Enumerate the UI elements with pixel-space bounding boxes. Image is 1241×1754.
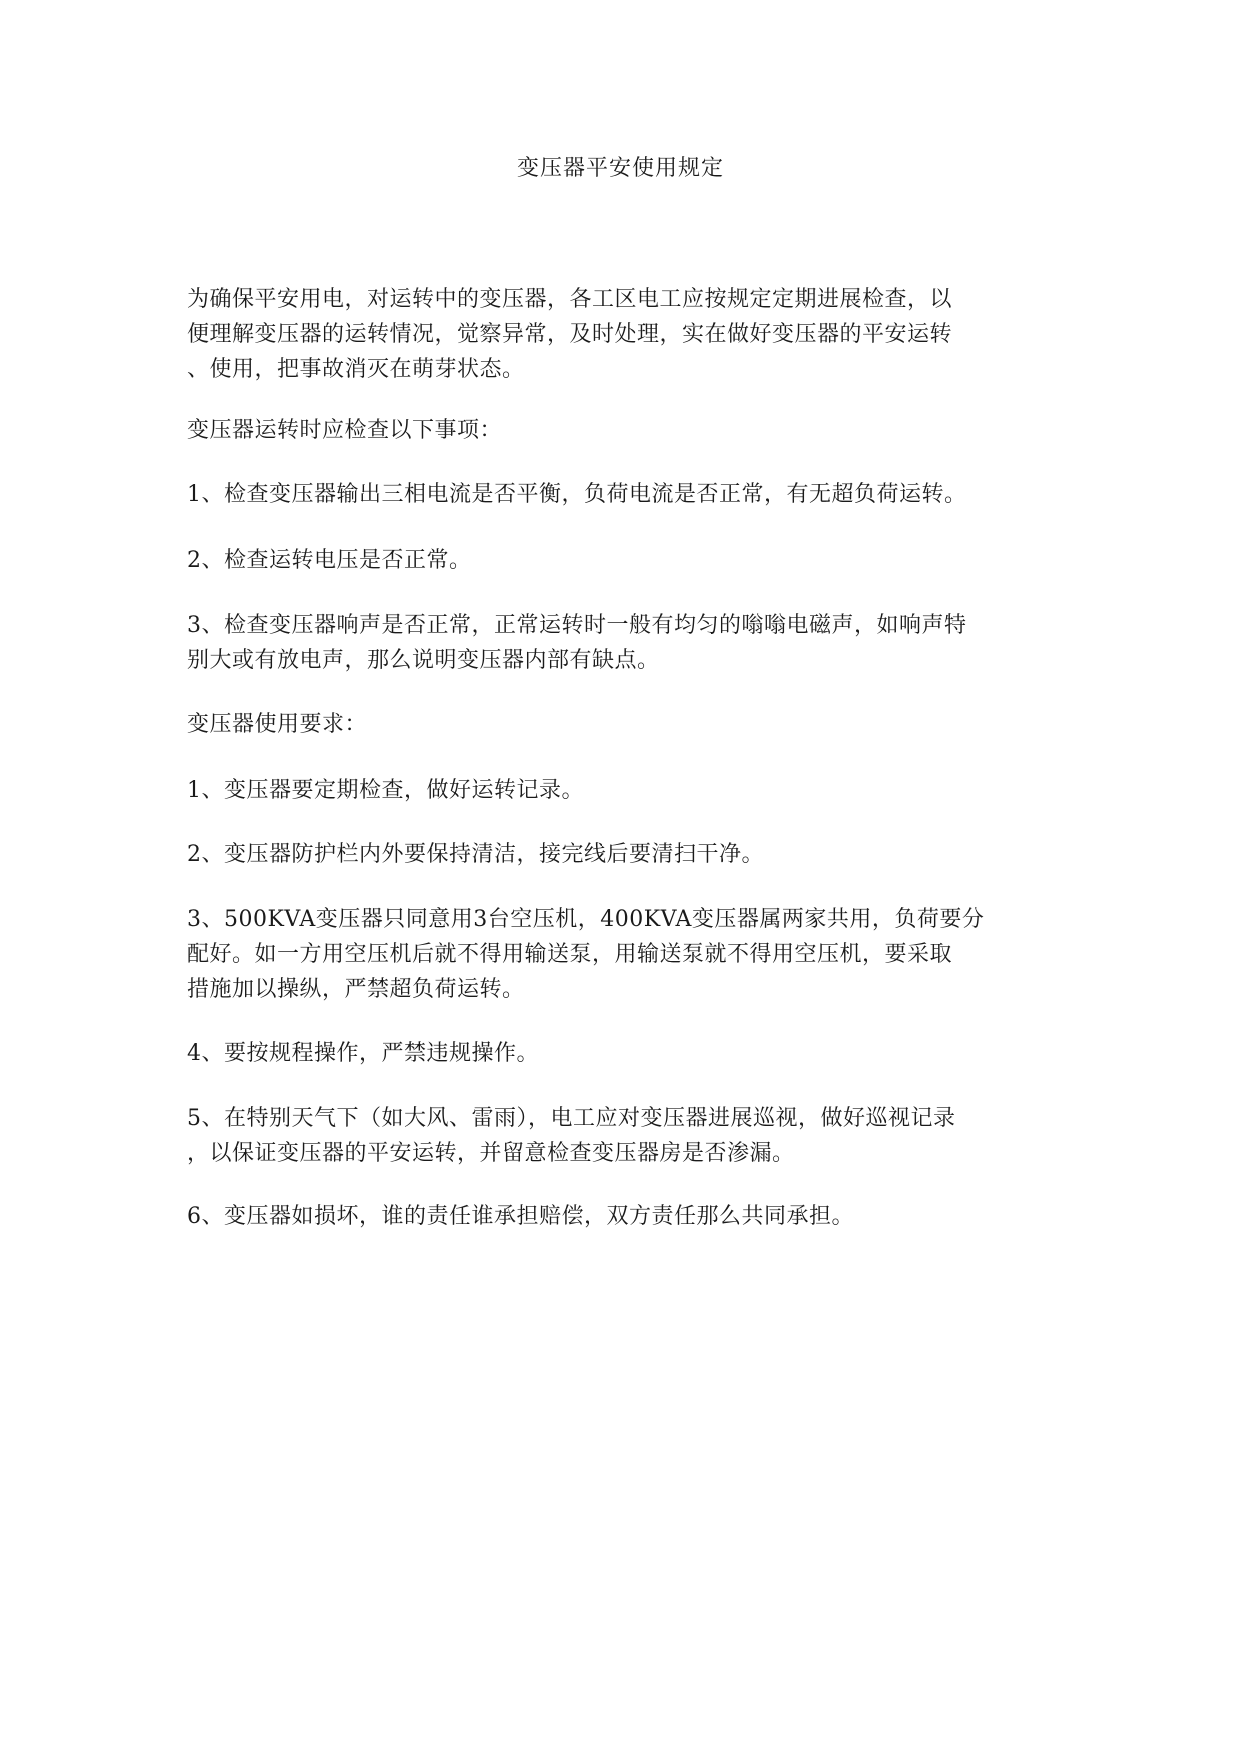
usage-item-3-line-3: 措施加以操纵，严禁超负荷运转。 [187,977,525,1002]
usage-heading-text: 变压器使用要求： [187,712,368,737]
intro-line-3: 、使用，把事故消灭在萌芽状态。 [187,357,525,382]
inspection-heading [187,413,1057,448]
usage-item-6 [187,1199,1057,1234]
inspection-item-1 [187,477,1057,512]
inspection-item-3-line-2: 别大或有放电声，那么说明变压器内部有缺点。 [187,648,660,673]
inspection-heading-text: 变压器运转时应检查以下事项： [187,418,503,443]
usage-item-4-line-1: 4、要按规程操作，严禁违规操作。 [187,1041,539,1066]
inspection-item-3-line-1: 3、检查变压器响声是否正常，正常运转时一般有均匀的嗡嗡电磁声，如响声特 [187,613,967,638]
document-title: 变压器平安使用规定 [516,156,724,181]
inspection-item-3 [187,608,1057,678]
usage-item-2 [187,837,1057,872]
usage-item-4 [187,1036,1057,1071]
usage-item-1 [187,773,1057,808]
usage-item-3-line-1: 3、500KVA变压器只同意用3台空压机，400KVA变压器属两家共用，负荷要分 [187,907,985,932]
intro-line-1: 为确保平安用电，对运转中的变压器，各工区电工应按规定定期进展检查，以 [187,287,953,312]
usage-item-5-line-1: 5、在特别天气下（如大风、雷雨），电工应对变压器进展巡视，做好巡视记录 [187,1106,956,1131]
usage-item-3-line-2: 配好。如一方用空压机后就不得用输送泵，用输送泵就不得用空压机，要采取 [187,942,953,967]
usage-heading [187,707,1057,742]
usage-item-6-line-1: 6、变压器如损坏，谁的责任谁承担赔偿，双方责任那么共同承担。 [187,1204,854,1229]
intro-paragraph [187,282,1057,387]
usage-item-5 [187,1101,1057,1171]
inspection-item-2 [187,543,1057,578]
intro-line-2: 便理解变压器的运转情况，觉察异常，及时处理，实在做好变压器的平安运转 [187,322,953,347]
inspection-item-2-line-1: 2、检查运转电压是否正常。 [187,548,472,573]
inspection-item-1-line-1: 1、检查变压器输出三相电流是否平衡，负荷电流是否正常，有无超负荷运转。 [187,482,967,507]
usage-item-3 [187,902,1057,1007]
usage-item-1-line-1: 1、变压器要定期检查，做好运转记录。 [187,778,584,803]
usage-item-5-line-2: ，以保证变压器的平安运转，并留意检查变压器房是否渗漏。 [187,1141,795,1166]
usage-item-2-line-1: 2、变压器防护栏内外要保持清洁，接完线后要清扫干净。 [187,842,764,867]
